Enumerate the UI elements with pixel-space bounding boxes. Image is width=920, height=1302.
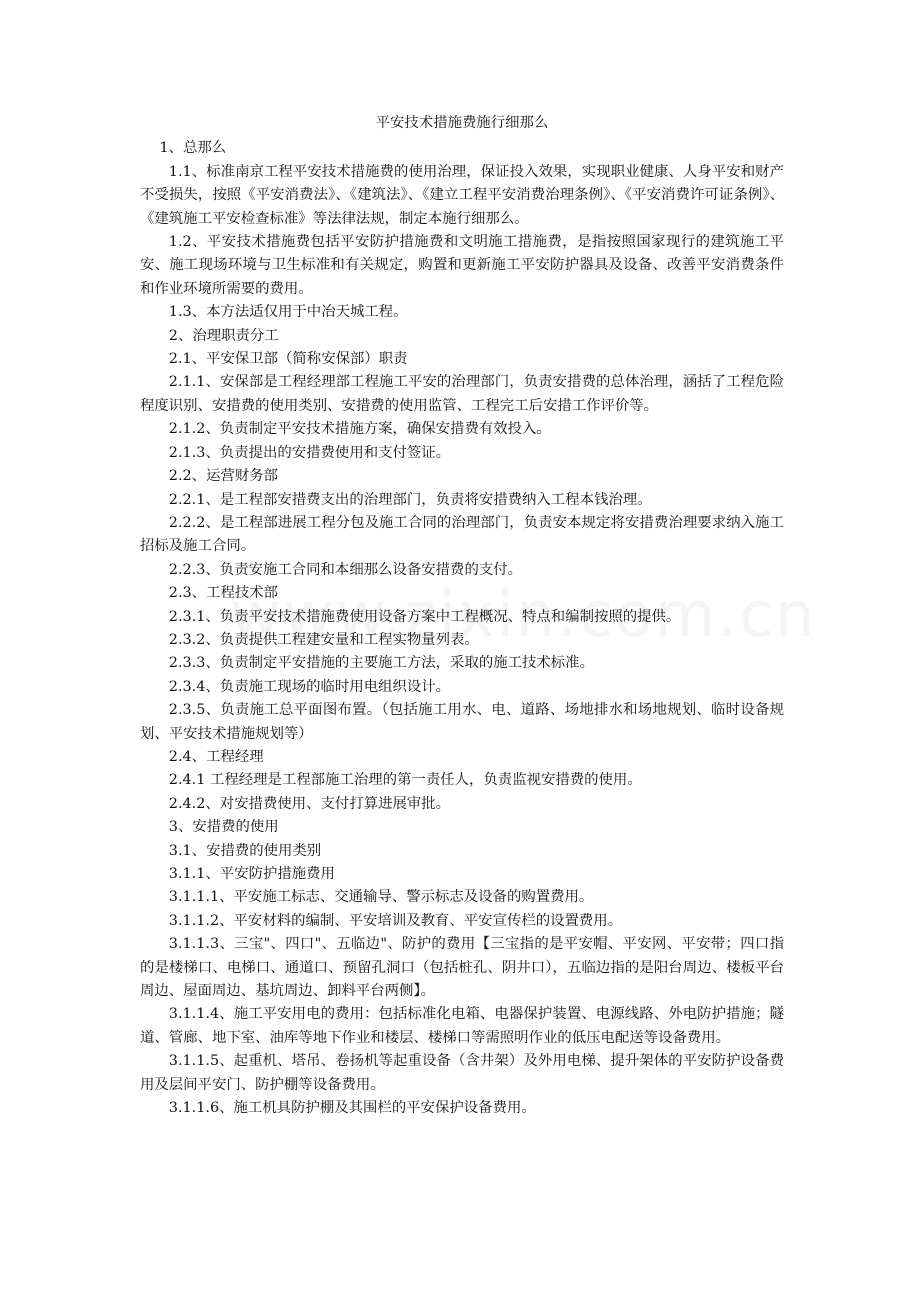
paragraph: 2、治理职责分工 — [168, 327, 279, 344]
paragraph: 2.2.2、是工程部进展工程分包及施工合同的治理部门，负责安本规定将安措费治理要求纳入施工招标及施工合同。 — [140, 514, 784, 555]
paragraph: 3.1.1.5、起重机、塔吊、卷扬机等起重设备（含井架）及外用电梯、提升架体的平安防护设备费用及层间平安门、防护棚等设备费用。 — [140, 1053, 784, 1093]
paragraph: 1.1、标准南京工程平安技术措施费的使用治理，保证投入效果，实现职业健康、人身平安和财产不受损失，按照《平安消费法》、《建筑法》、《建立工程平安消费治理条例》、《平安消费许可证条例》、《建筑施工平安检查标准》等法律法规，制定本施行细那么。 — [140, 163, 784, 227]
paragraph: 2.1.2、负责制定平安技术措施方案，确保安措费有效投入。 — [168, 421, 551, 438]
paragraph: 2.2.3、负责安施工合同和本细那么设备安措费的支付。 — [168, 561, 523, 578]
paragraph: 2.4、工程经理 — [168, 748, 264, 765]
paragraph: 2.3.2、负责提供工程建安量和工程实物量列表。 — [168, 631, 479, 648]
paragraph-list — [140, 137, 784, 1120]
paragraph: 3.1.1、平安防护措施费用 — [168, 866, 335, 882]
paragraph: 2.3.5、负责施工总平面图布置。（包括施工用水、电、道路、场地排水和场地规划、临时设备规划、平安技术措施规划等） — [140, 702, 784, 742]
paragraph: 2.2.1、是工程部安措费支出的治理部门，负责将安措费纳入工程本钱治理。 — [168, 491, 652, 508]
paragraph: 1.3、本方法适仅用于中冶天城工程。 — [168, 304, 408, 321]
paragraph: 3.1.1.1、平安施工标志、交通输导、警示标志及设备的购置费用。 — [168, 889, 594, 906]
paragraph: 2.3.4、负责施工现场的临时用电组织设计。 — [168, 678, 451, 695]
paragraph: 3、安措费的使用 — [168, 819, 279, 836]
document-title: 平安技术措施费施行细那么 — [375, 115, 549, 131]
paragraph: 2.4.1 工程经理是工程部施工治理的第一责任人，负责监视安措费的使用。 — [168, 772, 642, 789]
paragraph: 2.1.1、安保部是工程经理部工程施工平安的治理部门，负责安措费的总体治理，涵括了工程危险程度识别、安措费的使用类别、安措费的使用监管、工程完工后安措工作评价等。 — [140, 374, 784, 414]
paragraph: 1、总那么 — [159, 140, 227, 157]
paragraph: 3.1.1.3、三宝"、四口"、五临边"、防护的费用【三宝指的是平安帽、平安网、平安带；四口指的是楼梯口、电梯口、通道口、预留孔洞口（包括桩孔、阴井口），五临边指的是阳台周边、楼板平台周边、屋面周边、基坑周边、卸料平台两侧】。 — [140, 936, 784, 1000]
paragraph: 3.1、安措费的使用类别 — [168, 842, 322, 859]
paragraph: 3.1.1.4、施工平安用电的费用：包括标准化电箱、电器保护装置、电源线路、外电防护措施；隧道、管廊、地下室、油库等地下作业和楼层、楼梯口等需照明作业的低压电配送等设备费用。 — [140, 1006, 784, 1046]
paragraph: 3.1.1.2、平安材料的编制、平安培训及教育、平安宣传栏的设置费用。 — [168, 912, 623, 929]
document-body — [140, 112, 784, 1120]
paragraph: 2.3、工程技术部 — [168, 585, 279, 602]
paragraph: 2.3.3、负责制定平安措施的主要施工方法，采取的施工技术标准。 — [168, 655, 594, 672]
paragraph: 2.2、运营财务部 — [168, 468, 279, 485]
paragraph: 1.2、平安技术措施费包括平安防护措施费和文明施工措施费，是指按照国家现行的建筑施工平安、施工现场环境与卫生标准和有关规定，购置和更新施工平安防护器具及设备、改善平安消费条件和作业环境所需要的费用。 — [140, 234, 784, 297]
paragraph: 2.3.1、负责平安技术措施费使用设备方案中工程概况、特点和编制按照的提供。 — [168, 608, 681, 625]
paragraph: 2.4.2、对安措费使用、支付打算进展审批。 — [168, 795, 451, 812]
paragraph: 2.1.3、负责提出的安措费使用和支付签证。 — [168, 444, 451, 461]
paragraph: 2.1、平安保卫部（简称安保部）职责 — [168, 351, 408, 368]
paragraph: 3.1.1.6、施工机具防护棚及其围栏的平安保护设备费用。 — [168, 1100, 536, 1117]
